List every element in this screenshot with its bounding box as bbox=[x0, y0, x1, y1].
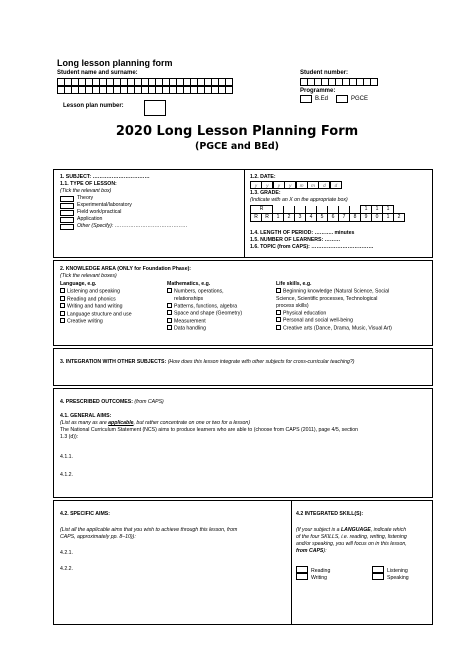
date-label: 1.2. DATE: bbox=[250, 174, 276, 180]
lesson-type-checkbox[interactable] bbox=[60, 203, 74, 209]
knowledge-item[interactable] bbox=[60, 288, 132, 296]
date-cell[interactable]: y bbox=[250, 181, 262, 189]
knowledge-item[interactable] bbox=[60, 318, 132, 326]
specific-aim-4-2-2[interactable]: 4.2.2. bbox=[60, 566, 73, 572]
knowledge-item-label: relationships bbox=[174, 295, 204, 302]
programme-pgce-checkbox[interactable] bbox=[336, 95, 348, 103]
lesson-type-label: Field work/practical bbox=[77, 209, 122, 215]
knowledge-item-label: Creative arts (Dance, Drama, Music, Visual Art) bbox=[283, 325, 392, 331]
knowledge-item-label: Personal and social well-being bbox=[283, 317, 354, 324]
knowledge-item-label: Data handling bbox=[174, 325, 207, 332]
grade-cell[interactable]: 1 bbox=[383, 214, 394, 222]
knowledge-checkbox[interactable] bbox=[60, 288, 65, 293]
knowledge-item[interactable] bbox=[167, 325, 242, 333]
integrated-skills-hint-1: (If your subject is a LANGUAGE, indicate which bbox=[296, 527, 407, 533]
integration-hint: (How does this lesson integrate with other subjects for cross-curricular teaching?) bbox=[167, 359, 355, 365]
student-number-grid[interactable] bbox=[300, 78, 377, 86]
name-cell[interactable] bbox=[225, 86, 233, 94]
grade-cell[interactable] bbox=[295, 206, 306, 214]
knowledge-item[interactable] bbox=[167, 310, 242, 318]
knowledge-checkbox[interactable] bbox=[60, 303, 65, 308]
grade-cell[interactable]: 7 bbox=[339, 214, 350, 222]
knowledge-area-hint: (Tick the relevant boxes) bbox=[60, 273, 117, 279]
lesson-type-label: Application bbox=[77, 216, 103, 222]
integrated-skills-hint-2: of the four SKILLS, i.e. reading, writing, listening bbox=[296, 534, 407, 540]
grade-cell[interactable] bbox=[339, 206, 350, 214]
section-prescribed-outcomes bbox=[53, 388, 433, 498]
grade-cell[interactable]: 1 bbox=[383, 206, 394, 214]
grade-cell[interactable]: R bbox=[251, 214, 262, 222]
knowledge-checkbox[interactable] bbox=[167, 303, 172, 308]
section-specific-aims bbox=[53, 500, 433, 625]
grade-cell[interactable]: 2 bbox=[394, 214, 405, 222]
grade-cell[interactable] bbox=[284, 206, 295, 214]
grade-cell[interactable]: 3 bbox=[295, 214, 306, 222]
lesson-type-list bbox=[60, 195, 187, 230]
knowledge-item[interactable] bbox=[167, 296, 242, 303]
grade-cell[interactable] bbox=[306, 206, 317, 214]
knowledge-column-title: Life skills, e.g. bbox=[276, 281, 312, 287]
integration-text[interactable] bbox=[60, 359, 355, 366]
number-of-learners[interactable]: 1.5. NUMBER OF LEARNERS: ……… bbox=[250, 237, 341, 243]
specific-aims-hint-1: (List all the applicable aims that you wish to achieve through this lesson, from bbox=[60, 527, 238, 533]
name-cell[interactable] bbox=[225, 78, 233, 86]
knowledge-checkbox[interactable] bbox=[276, 325, 281, 330]
programme-bed-checkbox[interactable] bbox=[300, 95, 312, 103]
lesson-plan-number-box[interactable] bbox=[144, 100, 166, 116]
knowledge-item-label: Beginning knowledge (Natural Science, Social bbox=[283, 288, 390, 295]
knowledge-checkbox[interactable] bbox=[167, 318, 172, 323]
grade-cell[interactable] bbox=[328, 206, 339, 214]
lesson-type-option[interactable] bbox=[60, 216, 187, 223]
grade-cell[interactable]: 4 bbox=[306, 214, 317, 222]
form-title: Long lesson planning form bbox=[57, 58, 173, 68]
knowledge-item-label: process skills) bbox=[276, 302, 309, 309]
lesson-type-option[interactable] bbox=[60, 209, 187, 216]
programme-bed-option[interactable] bbox=[300, 95, 328, 103]
date-cell[interactable]: y bbox=[284, 181, 296, 189]
grade-table[interactable] bbox=[250, 205, 405, 222]
integrated-skills-heading: 4.2 INTEGRATED SKILL(S): bbox=[296, 511, 364, 517]
knowledge-item-label: Measurement bbox=[174, 318, 206, 324]
knowledge-checkbox[interactable] bbox=[167, 288, 172, 293]
knowledge-checkbox[interactable] bbox=[167, 325, 172, 330]
skill-listening[interactable]: Listening bbox=[372, 566, 408, 575]
knowledge-item[interactable] bbox=[167, 318, 242, 326]
knowledge-item[interactable] bbox=[276, 303, 392, 310]
knowledge-item-label: Patterns, functions, algebra bbox=[174, 303, 238, 309]
knowledge-item[interactable] bbox=[276, 296, 392, 303]
subject-label[interactable]: 1. SUBJECT: …………………………… bbox=[60, 174, 150, 180]
integrated-skills-hint-3: and/or speaking, you will focus on in this lesson, bbox=[296, 541, 407, 547]
date-cell[interactable]: d bbox=[318, 181, 330, 189]
grade-cell[interactable]: 1 bbox=[273, 214, 284, 222]
knowledge-item[interactable] bbox=[167, 288, 242, 296]
prescribed-outcomes-hint: (from CAPS) bbox=[134, 399, 164, 405]
grade-cell[interactable]: 1 bbox=[372, 206, 383, 214]
grade-cell[interactable]: 2 bbox=[284, 214, 295, 222]
specific-aim-4-2-1[interactable]: 4.2.1. bbox=[60, 550, 73, 556]
page-title: 2020 Long Lesson Planning Form bbox=[115, 124, 359, 139]
lesson-plan-number-label: Lesson plan number: bbox=[63, 103, 124, 109]
knowledge-column-title: Language, e.g. bbox=[60, 281, 97, 287]
knowledge-item[interactable] bbox=[60, 303, 132, 311]
knowledge-item[interactable] bbox=[276, 325, 392, 333]
section-subject bbox=[53, 169, 433, 258]
programme-bed-label: B.Ed bbox=[315, 96, 329, 102]
general-aim-4-1-2[interactable]: 4.1.2. bbox=[60, 472, 73, 478]
date-cell[interactable]: y bbox=[273, 181, 285, 189]
lesson-type-checkbox[interactable] bbox=[60, 224, 74, 230]
knowledge-checkbox[interactable] bbox=[276, 310, 281, 315]
skill-speaking[interactable]: Speaking bbox=[372, 573, 409, 582]
section-integration bbox=[53, 348, 433, 386]
knowledge-item[interactable] bbox=[276, 288, 392, 296]
knowledge-checkbox[interactable] bbox=[276, 317, 281, 322]
knowledge-item[interactable] bbox=[60, 311, 132, 319]
knowledge-item-label: Listening and speaking bbox=[67, 288, 121, 295]
skill-listening-checkbox[interactable] bbox=[372, 566, 384, 573]
grade-cell[interactable]: R bbox=[251, 206, 273, 214]
lesson-type-heading: 1.1. TYPE OF LESSON: bbox=[60, 181, 117, 187]
knowledge-item[interactable] bbox=[60, 296, 132, 304]
topic[interactable]: 1.6. TOPIC (from CAPS): ……………………………… bbox=[250, 244, 374, 250]
skill-reading[interactable]: Reading bbox=[296, 566, 330, 575]
lesson-type-option[interactable] bbox=[60, 202, 187, 209]
knowledge-item-label: Creative writing bbox=[67, 318, 103, 325]
programme-pgce-option[interactable] bbox=[336, 95, 368, 103]
lesson-type-label: Other (Specify): …………………………………… bbox=[77, 223, 188, 229]
grade-cell[interactable]: 9 bbox=[361, 214, 372, 222]
grade-hint: (Indicate with an X on the appropriate box) bbox=[250, 197, 348, 203]
grade-label: 1.3. GRADE: bbox=[250, 190, 281, 196]
general-aim-4-1-1[interactable]: 4.1.1. bbox=[60, 454, 73, 460]
student-number-label: Student number: bbox=[300, 70, 348, 76]
skill-writing-checkbox[interactable] bbox=[296, 573, 308, 580]
grade-cell[interactable]: 5 bbox=[317, 214, 328, 222]
integrated-skills-hint-4: from CAPS): bbox=[296, 548, 327, 554]
number-cell[interactable] bbox=[370, 78, 378, 86]
programme-options bbox=[300, 95, 368, 103]
knowledge-item-label: Science, Scientific processes, Technological bbox=[276, 295, 378, 302]
ncs-line-1: The National Curriculum Statement (NCS) aims to produce learners who are able to (choose from CAPS (2011), page 4/5, section bbox=[60, 427, 359, 433]
grade-cell[interactable]: 0 bbox=[372, 214, 383, 222]
knowledge-area-heading: 2. KNOWLEDGE AREA (ONLY for Foundation Phase): bbox=[60, 266, 192, 272]
grade-cell[interactable] bbox=[273, 206, 284, 214]
student-name-grid-row1[interactable] bbox=[57, 78, 232, 86]
lesson-type-label: Theory bbox=[77, 195, 94, 201]
specific-aims-heading: 4.2. SPECIFIC AIMS: bbox=[60, 511, 110, 517]
prescribed-outcomes bbox=[60, 399, 164, 406]
knowledge-checkbox[interactable] bbox=[60, 311, 65, 316]
lesson-type-checkbox[interactable] bbox=[60, 196, 74, 202]
programme-pgce-label: PGCE bbox=[351, 96, 369, 102]
student-name-grid-row2[interactable] bbox=[57, 86, 232, 94]
knowledge-item-label: Reading and phonics bbox=[67, 296, 116, 302]
integration-heading: 3. INTEGRATION WITH OTHER SUBJECTS: bbox=[60, 359, 167, 365]
grade-cell[interactable]: 6 bbox=[328, 214, 339, 222]
knowledge-item[interactable] bbox=[167, 303, 242, 311]
date-grid[interactable] bbox=[250, 181, 341, 189]
general-aims-heading: 4.1. GENERAL AIMS: bbox=[60, 413, 112, 419]
student-name-label: Student name and surname: bbox=[57, 70, 138, 76]
section-divider bbox=[291, 501, 292, 625]
skill-speaking-checkbox[interactable] bbox=[372, 573, 384, 580]
skill-reading-checkbox[interactable] bbox=[296, 566, 308, 573]
mathematics-column bbox=[167, 281, 242, 333]
knowledge-checkbox[interactable] bbox=[167, 310, 172, 315]
page-subtitle: (PGCE and BEd) bbox=[194, 141, 280, 152]
lesson-type-label: Experimental/laboratory bbox=[77, 202, 132, 208]
date-cell[interactable]: m bbox=[296, 181, 308, 189]
lesson-type-option[interactable] bbox=[60, 195, 187, 202]
knowledge-item-label: Space and shape (Geometry) bbox=[174, 310, 243, 317]
date-cell[interactable]: y bbox=[261, 181, 273, 189]
section-divider bbox=[244, 170, 245, 258]
date-cell[interactable]: d bbox=[330, 181, 342, 189]
grade-cell[interactable]: 1 bbox=[361, 206, 372, 214]
knowledge-column-title: Mathematics, e.g. bbox=[167, 281, 211, 287]
general-aims-hint: (List as many as are applicable, but rather concentrate on one or two for a lesson) bbox=[60, 420, 251, 426]
grade-cell[interactable] bbox=[317, 206, 328, 214]
knowledge-item-label: Physical education bbox=[283, 310, 327, 316]
grade-cell[interactable]: R bbox=[262, 214, 273, 222]
lesson-type-checkbox[interactable] bbox=[60, 210, 74, 216]
knowledge-item-label: Writing and hand writing bbox=[67, 303, 123, 310]
lesson-type-hint: (Tick the relevant box) bbox=[60, 188, 112, 194]
grade-cell[interactable]: 8 bbox=[350, 214, 361, 222]
skill-writing[interactable]: Writing bbox=[296, 573, 327, 582]
period-length[interactable]: 1.4. LENGTH OF PERIOD: ……….. minutes bbox=[250, 230, 355, 236]
prescribed-outcomes-heading: 4. PRESCRIBED OUTCOMES: bbox=[60, 399, 133, 405]
knowledge-checkbox[interactable] bbox=[276, 288, 281, 293]
knowledge-item[interactable] bbox=[276, 310, 392, 318]
ncs-line-2: 1.3 (d)): bbox=[60, 434, 79, 440]
programme-label: Programme: bbox=[300, 88, 336, 94]
knowledge-checkbox[interactable] bbox=[60, 318, 65, 323]
lesson-type-option[interactable] bbox=[60, 223, 187, 230]
language-column bbox=[60, 281, 132, 326]
knowledge-item-label: Numbers, operations, bbox=[174, 288, 224, 295]
grade-cell[interactable] bbox=[350, 206, 361, 214]
knowledge-item-label: Language structure and use bbox=[67, 311, 132, 317]
date-cell[interactable]: m bbox=[307, 181, 319, 189]
specific-aims-hint-2: CAPS, approximately pp. 8–10)): bbox=[60, 534, 136, 540]
section-knowledge-area bbox=[53, 260, 433, 346]
life-skills-column bbox=[276, 281, 392, 332]
lesson-type-checkbox[interactable] bbox=[60, 217, 74, 223]
knowledge-item[interactable] bbox=[276, 317, 392, 325]
knowledge-checkbox[interactable] bbox=[60, 296, 65, 301]
